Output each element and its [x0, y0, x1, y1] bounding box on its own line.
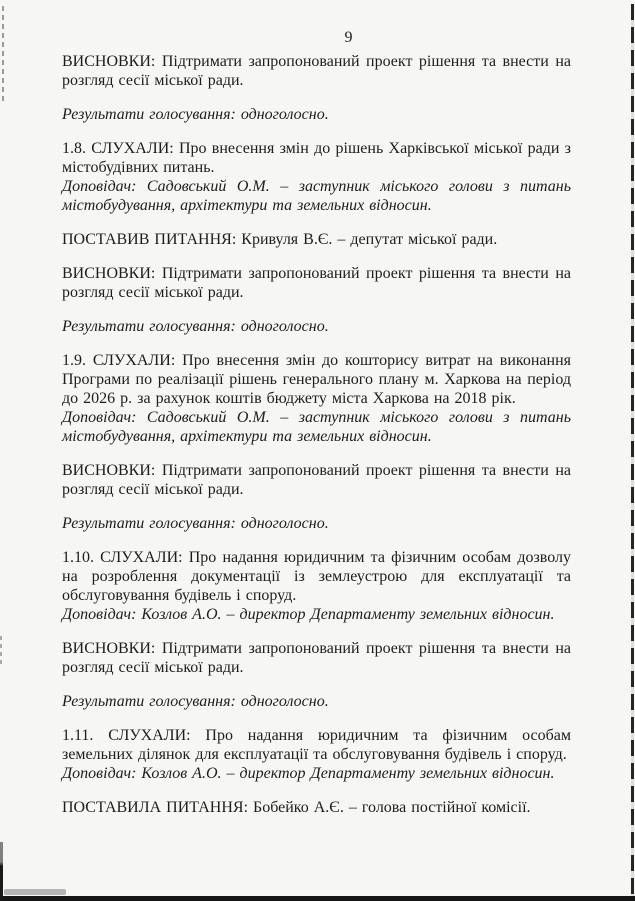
section-agenda-item-1-8 [62, 139, 571, 215]
paragraph-conclusions-4: ВИСНОВКИ: Підтримати запропонований проект рішення та внести на розгляд сесії міської ради. [62, 640, 571, 676]
scan-artifact-left-bottom-edge [0, 842, 3, 901]
paragraph-question-asked-1-11: ПОСТАВИЛА ПИТАННЯ: Бобейко А.Є. – голова постійної комісії. [62, 799, 531, 816]
section-agenda-item-1-11 [62, 726, 571, 783]
section-question-1-8 [62, 230, 571, 249]
paragraph-speaker-1-8: Доповідач: Садовський О.М. – заступник міського голови з питань містобудування, архітектури та земельних відносин. [62, 178, 571, 214]
paragraph-vote-result-3: Результати голосування: одноголосно. [62, 515, 329, 532]
section-vote-result-4 [62, 692, 571, 711]
section-conclusions-3 [62, 461, 571, 499]
paragraph-vote-result-1: Результати голосування: одноголосно. [62, 106, 329, 123]
section-agenda-item-1-10 [62, 548, 571, 624]
paragraph-speaker-1-10: Доповідач: Козлов А.О. – директор Департаменту земельних відносин. [62, 606, 555, 623]
paragraph-question-asked-1-8: ПОСТАВИВ ПИТАННЯ: Кривуля В.Є. – депутат міської ради. [62, 231, 498, 248]
section-conclusions-2 [62, 264, 571, 302]
section-question-1-11 [62, 798, 571, 817]
section-agenda-item-1-9 [62, 351, 571, 446]
paragraph-speaker-1-11: Доповідач: Козлов А.О. – директор Департаменту земельних відносин. [62, 765, 555, 782]
scan-artifact-bottom-smudge [4, 889, 66, 895]
paragraph-agenda-item-1-11: 1.11. СЛУХАЛИ: Про надання юридичним та фізичним особам земельних ділянок для експлуатації та обслуговування будівель і споруд. [62, 727, 571, 763]
paragraph-agenda-item-1-8: 1.8. СЛУХАЛИ: Про внесення змін до рішень Харківської міської ради з містобудівних питань. [62, 140, 571, 176]
section-vote-result-3 [62, 514, 571, 533]
paragraph-vote-result-4: Результати голосування: одноголосно. [62, 693, 329, 710]
paragraph-conclusions-1: ВИСНОВКИ: Підтримати запропонований проект рішення та внести на розгляд сесії міської ради. [62, 53, 571, 89]
section-vote-result-1 [62, 105, 571, 124]
section-conclusions-1 [62, 52, 571, 90]
paragraph-agenda-item-1-9: 1.9. СЛУХАЛИ: Про внесення змін до кошторису витрат на виконання Програми по реалізації рішень генерального плану м. Харкова на період до 2026 р. за рахунок коштів бюджету міста Харкова на 2018 рік. [62, 352, 571, 407]
scan-artifact-left-top-dashes [2, 6, 4, 102]
section-conclusions-4 [62, 639, 571, 677]
paragraph-vote-result-2: Результати голосування: одноголосно. [62, 318, 329, 335]
paragraph-agenda-item-1-10: 1.10. СЛУХАЛИ: Про надання юридичним та фізичним особам дозволу на розроблення документації із землеустрою для експлуатації та обслуговування будівель і споруд. [62, 549, 571, 604]
scan-artifact-left-mid-dashes [0, 636, 2, 664]
scan-artifact-bottom-edge [0, 896, 635, 901]
paragraph-speaker-1-9: Доповідач: Садовський О.М. – заступник міського голови з питань містобудування, архітектури та земельних відносин. [62, 409, 571, 445]
page-number: 9 [344, 29, 353, 46]
paragraph-conclusions-2: ВИСНОВКИ: Підтримати запропонований проект рішення та внести на розгляд сесії міської ради. [62, 265, 571, 301]
paragraph-conclusions-3: ВИСНОВКИ: Підтримати запропонований проект рішення та внести на розгляд сесії міської ради. [62, 462, 571, 498]
section-vote-result-2 [62, 317, 571, 336]
scan-artifact-right-edge [631, 4, 634, 901]
